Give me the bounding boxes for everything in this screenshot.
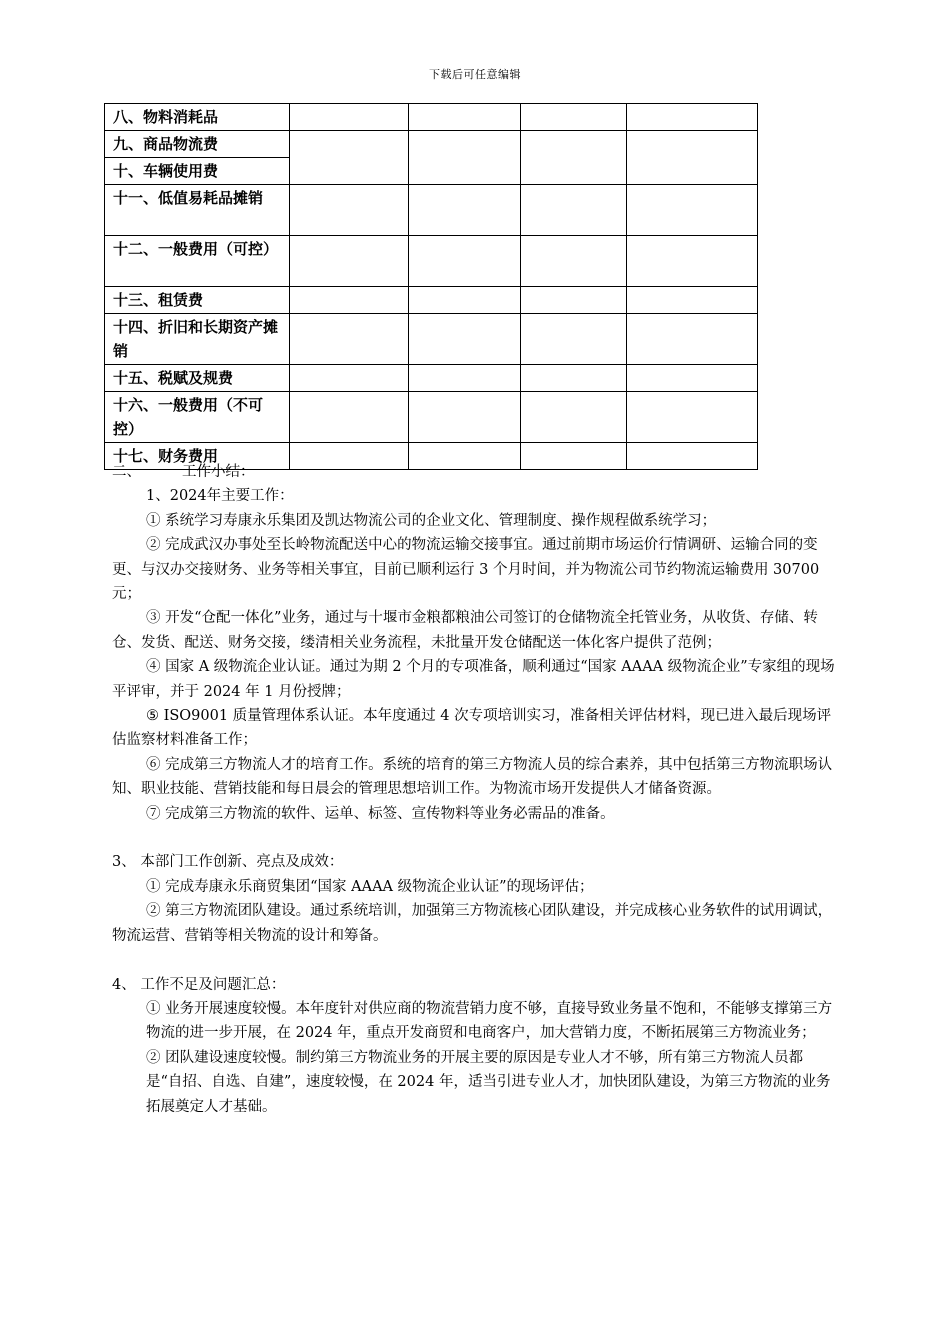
- value-cell: [627, 314, 758, 365]
- value-cell: [521, 236, 627, 287]
- value-cell: [290, 185, 409, 236]
- list-item: ⑦ 完成第三方物流的软件、运单、标签、宣传物料等业务必需品的准备。: [146, 805, 615, 822]
- value-cell: [290, 314, 409, 365]
- value-cell: [521, 365, 627, 392]
- subsection-heading: 3、 本部门工作创新、亮点及成效：: [112, 854, 344, 871]
- value-cell: [521, 185, 627, 236]
- value-cell: [521, 131, 627, 185]
- list-item: ① 业务开展速度较慢。本年度针对供应商的物流营销力度不够，直接导致业务量不饱和，不能够支撑第三方物流的进一步开展，在 2024 年，重点开发商贸和电商客户，加大营销力度，不断拓展第三方物流业务；: [146, 1000, 833, 1042]
- row-label: 八、物料消耗品: [105, 104, 290, 131]
- list-item: ② 团队建设速度较慢。制约第三方物流业务的开展主要的原因是专业人才不够，所有第三方物流人员都是“自招、自选、自建”，速度较慢，在 2024 年，适当引进专业人才，加快团队建设，为第三方物流的业务拓展奠定人才基础。: [146, 1049, 831, 1115]
- list-item: ② 完成武汉办事处至长岭物流配送中心的物流运输交接事宜。通过前期市场运价行情调研、运输合同的变更、与汉办交接财务、业务等相关事宜，目前已顺利运行 3 个月时间，并为物流公司节约物流运输费用 30700 元；: [112, 537, 820, 603]
- value-cell: [409, 287, 521, 314]
- table-row: [105, 185, 758, 236]
- subsection-heading: 4、 工作不足及问题汇总：: [112, 976, 286, 993]
- list-item: ④ 国家 A 级物流企业认证。通过为期 2 个月的专项准备，顺利通过“国家 AAAA 级物流企业”专家组的现场平评审，并于 2024 年 1 月份授牌；: [112, 659, 835, 700]
- value-cell: [627, 365, 758, 392]
- value-cell: [290, 236, 409, 287]
- value-cell: [521, 287, 627, 314]
- row-label: 十三、租赁费: [105, 287, 290, 314]
- value-cell: [409, 185, 521, 236]
- cost-table: [104, 103, 758, 470]
- row-label: 十五、税赋及规费: [105, 365, 290, 392]
- value-cell: [521, 104, 627, 131]
- table-row: [105, 314, 758, 365]
- row-label: 十六、一般费用（不可控）: [105, 392, 290, 443]
- value-cell: [627, 185, 758, 236]
- value-cell: [409, 365, 521, 392]
- table-row: [105, 236, 758, 287]
- value-cell: [627, 131, 758, 185]
- section-number: 二、: [112, 464, 141, 480]
- row-label: 十一、低值易耗品摊销: [105, 185, 290, 236]
- list-item: ⑤ ISO9001 质量管理体系认证。本年度通过 4 次专项培训实习，准备相关评估材料，现已进入最后现场评估监察材料准备工作；: [112, 708, 832, 749]
- value-cell: [409, 131, 521, 185]
- value-cell: [409, 104, 521, 131]
- section-heading: [112, 460, 838, 484]
- value-cell: [409, 236, 521, 287]
- value-cell: [521, 392, 627, 443]
- section-title: 工作小结：: [182, 464, 255, 480]
- list-item: ③ 开发“仓配一体化”业务，通过与十堰市金粮都粮油公司签订的仓储物流全托管业务，从收货、存储、转仓、发货、配送、财务交接，缕清相关业务流程，未批量开发仓储配送一体化客户提供了范例；: [112, 610, 818, 651]
- value-cell: [290, 131, 409, 185]
- value-cell: [627, 287, 758, 314]
- list-item: ① 系统学习寿康永乐集团及凯达物流公司的企业文化、管理制度、操作规程做系统学习；: [146, 512, 717, 529]
- value-cell: [290, 392, 409, 443]
- row-label: 九、商品物流费: [105, 131, 290, 158]
- subsection-heading: 1、2024年主要工作：: [146, 488, 294, 505]
- value-cell: [627, 392, 758, 443]
- value-cell: [409, 392, 521, 443]
- list-item: ① 完成寿康永乐商贸集团“国家 AAAA 级物流企业认证”的现场评估；: [146, 878, 594, 895]
- table-row: [105, 365, 758, 392]
- value-cell: [290, 287, 409, 314]
- row-label: 十七、财务费用: [105, 443, 290, 470]
- value-cell: [290, 104, 409, 131]
- table-row: [105, 131, 758, 158]
- work-summary: [112, 460, 838, 1119]
- value-cell: [409, 314, 521, 365]
- table-row: [105, 287, 758, 314]
- value-cell: [627, 104, 758, 131]
- row-label: 十、车辆使用费: [105, 158, 290, 185]
- value-cell: [627, 236, 758, 287]
- table-row: [105, 392, 758, 443]
- value-cell: [290, 365, 409, 392]
- list-item: ② 第三方物流团队建设。通过系统培训，加强第三方物流核心团队建设，并完成核心业务软件的试用调试，物流运营、营销等相关物流的设计和筹备。: [112, 903, 833, 944]
- value-cell: [521, 314, 627, 365]
- list-item: ⑥ 完成第三方物流人才的培育工作。系统的培育的第三方物流人员的综合素养，其中包括第三方物流职场认知、职业技能、营销技能和每日晨会的管理思想培训工作。为物流市场开发提供人才储备资源。: [112, 756, 833, 798]
- row-label: 十二、一般费用（可控）: [105, 236, 290, 287]
- row-label: 十四、折旧和长期资产摊销: [105, 314, 290, 365]
- page-header-watermark: 下载后可任意编辑: [429, 68, 521, 81]
- table-row: [105, 104, 758, 131]
